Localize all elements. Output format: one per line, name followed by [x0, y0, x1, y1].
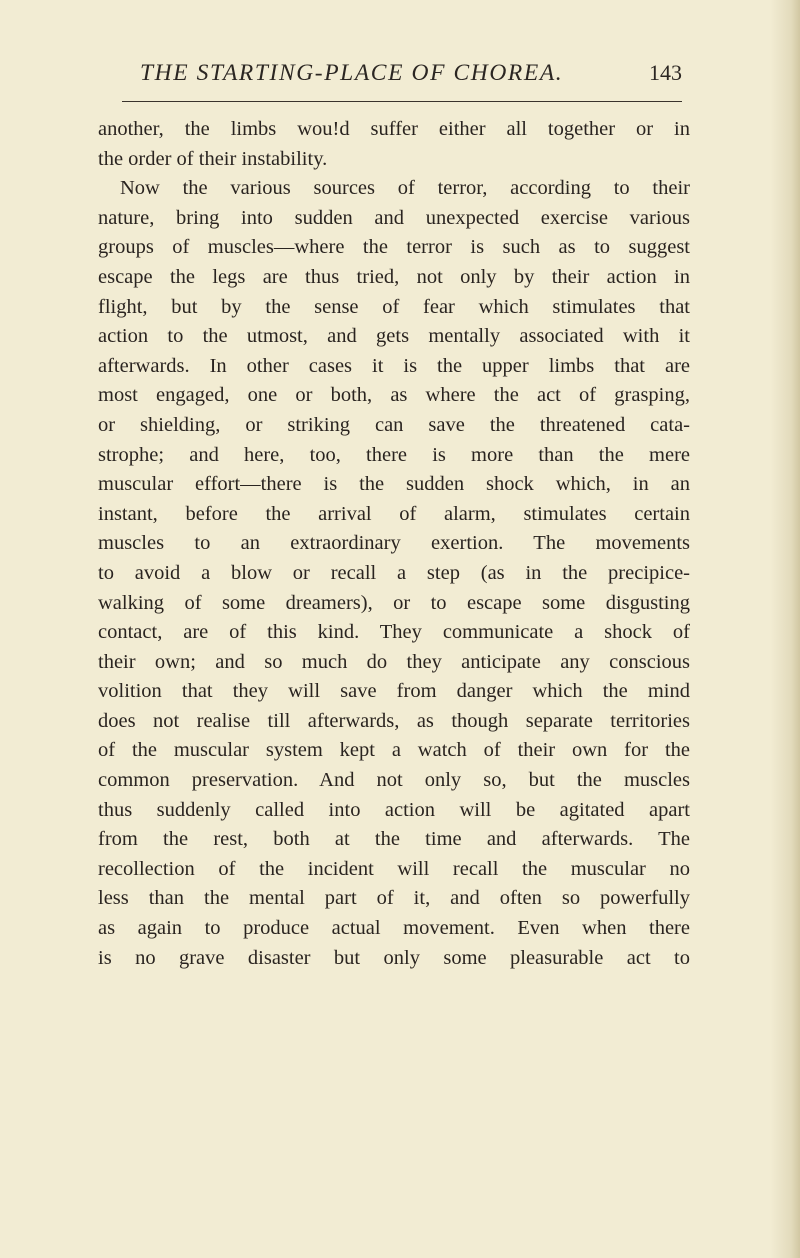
text-line: is no grave disaster but only some pleasurable act to: [98, 946, 690, 969]
text-line: the order of their instability.: [98, 147, 328, 170]
page-number: 143: [649, 60, 682, 85]
text-line: their own; and so much do they anticipate any conscious: [98, 650, 690, 673]
text-line: muscular effort—there is the sudden shock which, in an: [98, 473, 690, 496]
text-line: nature, bring into sudden and unexpected exercise various: [98, 206, 690, 229]
page-header: [98, 60, 690, 96]
text-line: flight, but by the sense of fear which stimulates that: [98, 295, 690, 318]
text-line: less than the mental part of it, and often so powerfully: [98, 887, 690, 910]
text-line: to avoid a blow or recall a step (as in the precipice-: [98, 561, 690, 584]
text-line: thus suddenly called into action will be agitated apart: [98, 798, 690, 821]
text-line: escape the legs are thus tried, not only by their action in: [98, 265, 690, 288]
text-line: strophe; and here, too, there is more than the mere: [98, 443, 690, 466]
text-line: Now the various sources of terror, according to their: [120, 177, 690, 200]
body-text: [98, 115, 690, 973]
text-line: groups of muscles—where the terror is such as to suggest: [98, 236, 690, 259]
text-line: of the muscular system kept a watch of their own for the: [98, 739, 690, 762]
header-rule: [122, 101, 682, 102]
text-line: most engaged, one or both, as where the act of grasping,: [98, 384, 690, 407]
text-line: common preservation. And not only so, but the muscles: [98, 769, 690, 792]
text-line: or shielding, or striking can save the threatened cata-: [98, 413, 690, 436]
text-line: walking of some dreamers), or to escape some disgusting: [98, 591, 690, 614]
text-line: afterwards. In other cases it is the upper limbs that are: [98, 354, 690, 377]
page-edge-shadow: [770, 0, 800, 1258]
running-head: THE STARTING-PLACE OF CHOREA.: [140, 60, 564, 86]
text-line: does not realise till afterwards, as though separate territories: [98, 709, 690, 732]
text-line: muscles to an extraordinary exertion. The movements: [98, 532, 690, 555]
text-line: volition that they will save from danger which the mind: [98, 680, 690, 703]
text-line: action to the utmost, and gets mentally associated with it: [98, 325, 690, 348]
text-line: as again to produce actual movement. Even when there: [98, 917, 690, 940]
text-line: contact, are of this kind. They communicate a shock of: [98, 621, 690, 644]
text-line: another, the limbs wou!d suffer either all together or in: [98, 118, 690, 140]
text-line: from the rest, both at the time and afterwards. The: [98, 828, 690, 851]
text-line: recollection of the incident will recall the muscular no: [98, 857, 690, 880]
text-line: instant, before the arrival of alarm, stimulates certain: [98, 502, 690, 525]
